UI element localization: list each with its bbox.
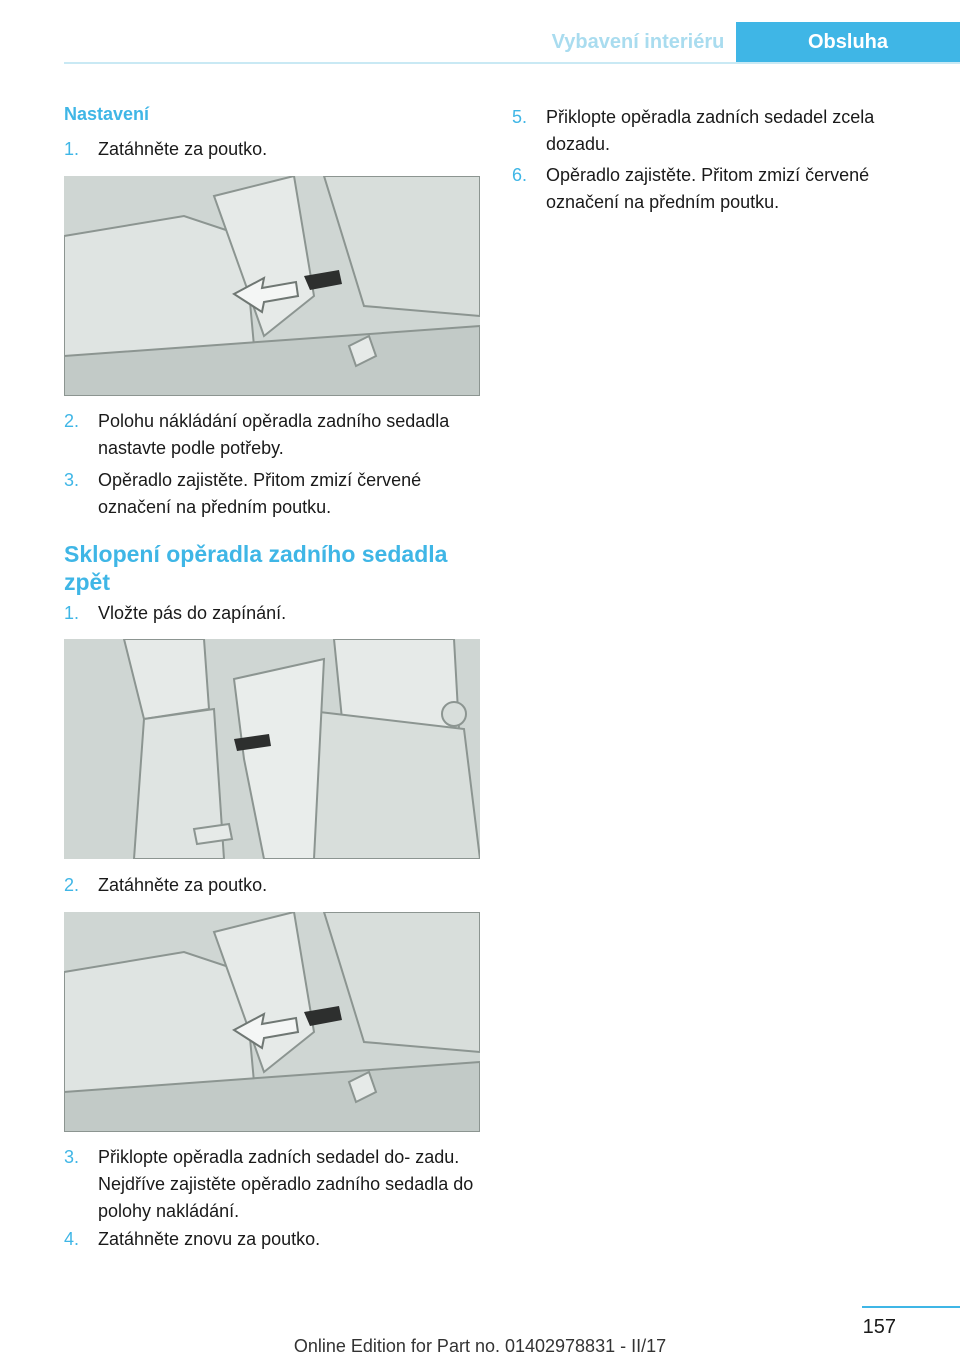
step-number: 2. [64,875,80,895]
step-number: 3. [64,470,80,490]
list-item [64,467,480,521]
step-text: Zatáhněte znovu za poutko. [98,1229,321,1249]
section-tab[interactable]: Vybavení interiéru [551,31,725,53]
list-item [64,136,480,163]
section-label: Nastavení [64,104,150,124]
footer-rule [862,1306,960,1308]
step-number: 4. [64,1229,80,1249]
step-text: Přiklopte opěradla zadních sedadel zcela dozadu. [546,107,875,154]
seat-illustration-insert-belt [64,639,480,859]
list-item [512,104,912,158]
step-text: Zatáhněte za poutko. [98,875,268,895]
seat-illustration-pull-strap [64,176,480,396]
step-text: Opěradlo zajistěte. Přitom zmizí červené označení na předním poutku. [546,165,870,212]
step-text: Vložte pás do zapínání. [98,603,287,623]
list-item [64,872,480,899]
seat-illustration-pull-strap-2 [64,912,480,1132]
list-item [64,600,480,627]
edition-note: Online Edition for Part no. 01402978831 - II/17 [293,1336,667,1356]
step-number: 6. [512,165,528,185]
step-number: 2. [64,411,80,431]
header-rule [64,62,960,64]
step-number: 3. [64,1147,80,1167]
step-number: 1. [64,603,80,623]
list-item [512,162,912,216]
list-item [64,1144,480,1225]
step-text: Zatáhněte za poutko. [98,139,268,159]
page-number: 157 [862,1316,896,1338]
section-heading: Sklopení opěradla zadního sedadla zpět [64,541,448,595]
list-item [64,1226,480,1253]
step-number: 1. [64,139,80,159]
step-text: Polohu nákládání opěradla zadního sedadla nastavte podle potřeby. [98,411,450,458]
chapter-tab[interactable]: Obsluha [736,22,960,62]
step-number: 5. [512,107,528,127]
list-item [64,408,480,462]
step-text: Přiklopte opěradla zadních sedadel do- zadu. Nejdříve zajistěte opěradlo zadního sedadla do polohy nakládání. [98,1147,474,1221]
step-text: Opěradlo zajistěte. Přitom zmizí červené označení na předním poutku. [98,470,422,517]
